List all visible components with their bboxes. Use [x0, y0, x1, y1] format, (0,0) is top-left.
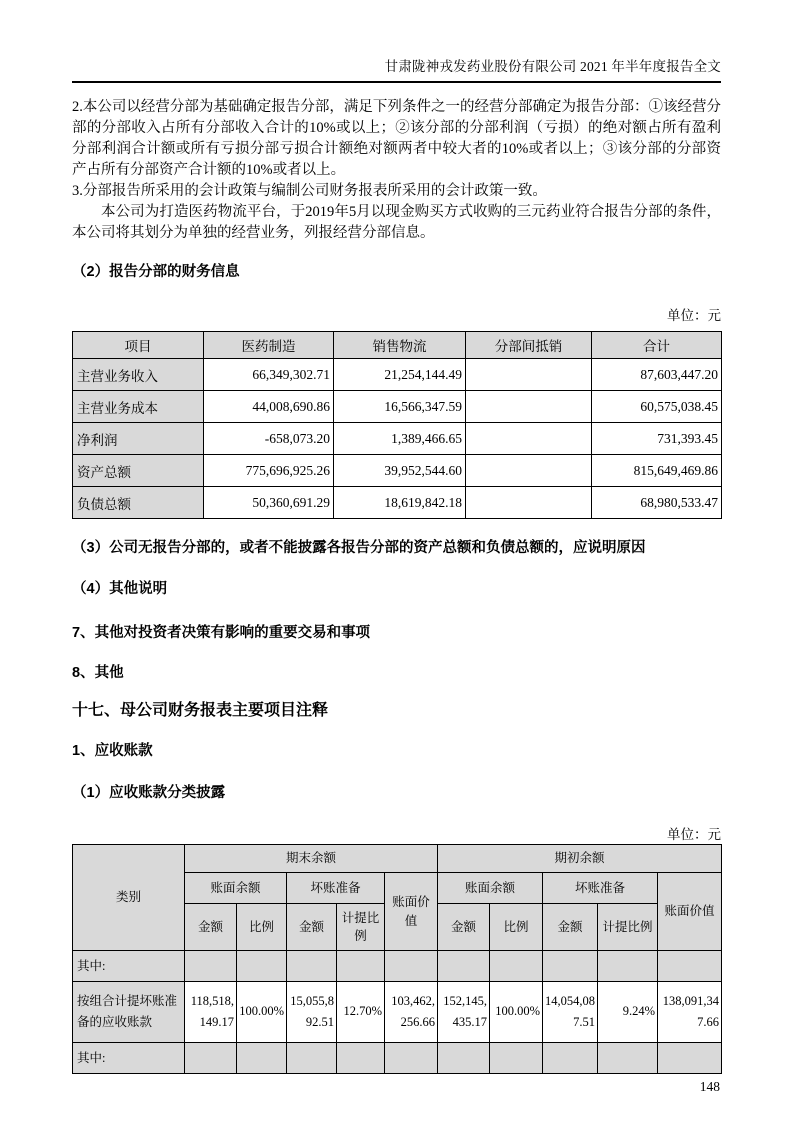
- section-heading-other-material-transactions: 7、其他对投资者决策有影响的重要交易和事项: [72, 625, 371, 641]
- row-label: 主营业务收入: [73, 359, 204, 391]
- cell-value: [466, 359, 592, 391]
- cell-value: [185, 1043, 237, 1074]
- column-header-book-balance: 账面余额: [438, 873, 543, 904]
- table-row: [73, 455, 722, 487]
- column-header-bad-debt-provision: 坏账准备: [287, 873, 385, 904]
- cell-value: 100.00%: [490, 982, 543, 1043]
- table-header-row: [73, 845, 722, 873]
- cell-value: 15,055,892.51: [287, 982, 337, 1043]
- column-header-bad-debt-provision: 坏账准备: [543, 873, 658, 904]
- section-heading-other: 8、其他: [72, 665, 124, 681]
- section-heading-no-segment-disclosure: （3）公司无报告分部的，或者不能披露各报告分部的资产总额和负债总额的，应说明原因: [72, 540, 646, 556]
- cell-value: 16,566,347.59: [334, 391, 466, 423]
- cell-value: [385, 1043, 438, 1074]
- table-header-row: [73, 332, 722, 359]
- cell-value: [598, 1043, 658, 1074]
- table-row: [73, 982, 722, 1043]
- cell-value: 12.70%: [337, 982, 385, 1043]
- unit-label-1: 单位：元: [667, 308, 721, 323]
- table-row: [73, 487, 722, 519]
- cell-value: [466, 487, 592, 519]
- cell-value: 138,091,347.66: [658, 982, 722, 1043]
- table-subheader-row: [73, 951, 722, 982]
- row-label: 负债总额: [73, 487, 204, 519]
- column-header-amount: 金额: [438, 904, 490, 951]
- paragraph-logistics-platform: 本公司为打造医药物流平台，于2019年5月以现金购买方式收购的三元药业符合报告分部的条件，本公司将其划分为单独的经营业务，列报经营分部信息。: [72, 204, 721, 241]
- unit-label-2: 单位：元: [667, 827, 721, 842]
- cell-value: [543, 1043, 598, 1074]
- cell-value: [385, 951, 438, 982]
- cell-value: [438, 951, 490, 982]
- cell-value: 775,696,925.26: [204, 455, 334, 487]
- cell-value: 1,389,466.65: [334, 423, 466, 455]
- row-label: 其中:: [73, 1043, 185, 1074]
- cell-value: [337, 951, 385, 982]
- cell-value: 9.24%: [598, 982, 658, 1043]
- cell-value: [337, 1043, 385, 1074]
- cell-value: [466, 455, 592, 487]
- cell-value: [237, 951, 287, 982]
- report-title: 甘肃陇神戎发药业股份有限公司 2021 年半年度报告全文: [384, 59, 721, 74]
- page-number: 148: [699, 1079, 720, 1094]
- cell-value: [237, 1043, 287, 1074]
- row-label: 资产总额: [73, 455, 204, 487]
- cell-value: 21,254,144.49: [334, 359, 466, 391]
- table-row: [73, 423, 722, 455]
- cell-value: -658,073.20: [204, 423, 334, 455]
- column-header-beginning-balance: 期初余额: [438, 845, 722, 873]
- column-header-intersegment: 分部间抵销: [466, 332, 592, 359]
- column-header-book-balance: 账面余额: [185, 873, 287, 904]
- column-header-ratio: 比例: [490, 904, 543, 951]
- table-subheader-row: [73, 1043, 722, 1074]
- column-header-category: 类别: [73, 845, 185, 951]
- table-row: [73, 391, 722, 423]
- cell-value: 44,008,690.86: [204, 391, 334, 423]
- column-header-amount: 金额: [287, 904, 337, 951]
- cell-value: 68,980,533.47: [592, 487, 722, 519]
- row-label: 其中:: [73, 951, 185, 982]
- cell-value: [287, 1043, 337, 1074]
- cell-value: [658, 1043, 722, 1074]
- section-heading-other-notes: （4）其他说明: [72, 581, 168, 597]
- column-header-ending-balance: 期末余额: [185, 845, 438, 873]
- cell-value: [185, 951, 237, 982]
- paragraph-accounting-policy: 3.分部报告所采用的会计政策与编制公司财务报表所采用的会计政策一致。: [72, 183, 547, 199]
- cell-value: [438, 1043, 490, 1074]
- section-heading-segment-financial-info: （2）报告分部的财务信息: [72, 264, 240, 280]
- cell-value: [466, 391, 592, 423]
- row-label: 净利润: [73, 423, 204, 455]
- cell-value: 815,649,469.86: [592, 455, 722, 487]
- section-heading-accounts-receivable: 1、应收账款: [72, 743, 153, 759]
- cell-value: 152,145,435.17: [438, 982, 490, 1043]
- table-row: [73, 359, 722, 391]
- cell-value: 60,575,038.45: [592, 391, 722, 423]
- cell-value: [598, 951, 658, 982]
- receivables-classification-table: [72, 844, 722, 1074]
- cell-value: 100.00%: [237, 982, 287, 1043]
- cell-value: 87,603,447.20: [592, 359, 722, 391]
- row-label: 主营业务成本: [73, 391, 204, 423]
- cell-value: 731,393.45: [592, 423, 722, 455]
- column-header-book-value: 账面价值: [385, 873, 438, 951]
- column-header-logistics: 销售物流: [334, 332, 466, 359]
- cell-value: 18,619,842.18: [334, 487, 466, 519]
- cell-value: 118,518,149.17: [185, 982, 237, 1043]
- cell-value: 50,360,691.29: [204, 487, 334, 519]
- cell-value: 14,054,087.51: [543, 982, 598, 1043]
- column-header-provision-ratio: 计提比例: [337, 904, 385, 951]
- chapter-heading-parent-company-notes: 十七、母公司财务报表主要项目注释: [72, 702, 329, 719]
- paragraph-segment-criteria: 2.本公司以经营分部为基础确定报告分部，满足下列条件之一的经营分部确定为报告分部：①该经营分部的分部收入占所有分部收入合计的10%或以上；②该分部的分部利润（亏损）的绝对额占所有盈利分部利润合计额或所有亏损分部亏损合计额绝对额两者中较大者的10%或者以上；③该分部的分部资产占所有分部资产合计额的10%或者以上。: [72, 99, 721, 178]
- cell-value: 39,952,544.60: [334, 455, 466, 487]
- cell-value: [466, 423, 592, 455]
- cell-value: [658, 951, 722, 982]
- segment-financials-table: [72, 331, 722, 519]
- cell-value: [287, 951, 337, 982]
- cell-value: [543, 951, 598, 982]
- column-header-amount: 金额: [185, 904, 237, 951]
- row-label: 按组合计提坏账准备的应收账款: [73, 982, 185, 1043]
- cell-value: [490, 1043, 543, 1074]
- cell-value: 66,349,302.71: [204, 359, 334, 391]
- running-header: [72, 0, 721, 83]
- section-heading-ar-classification: （1）应收账款分类披露: [72, 785, 226, 801]
- column-header-pharma: 医药制造: [204, 332, 334, 359]
- column-header-total: 合计: [592, 332, 722, 359]
- column-header-item: 项目: [73, 332, 204, 359]
- cell-value: [490, 951, 543, 982]
- intro-paragraphs: [72, 97, 721, 244]
- cell-value: 103,462,256.66: [385, 982, 438, 1043]
- column-header-ratio: 比例: [237, 904, 287, 951]
- column-header-amount: 金额: [543, 904, 598, 951]
- column-header-provision-ratio: 计提比例: [598, 904, 658, 951]
- column-header-book-value: 账面价值: [658, 873, 722, 951]
